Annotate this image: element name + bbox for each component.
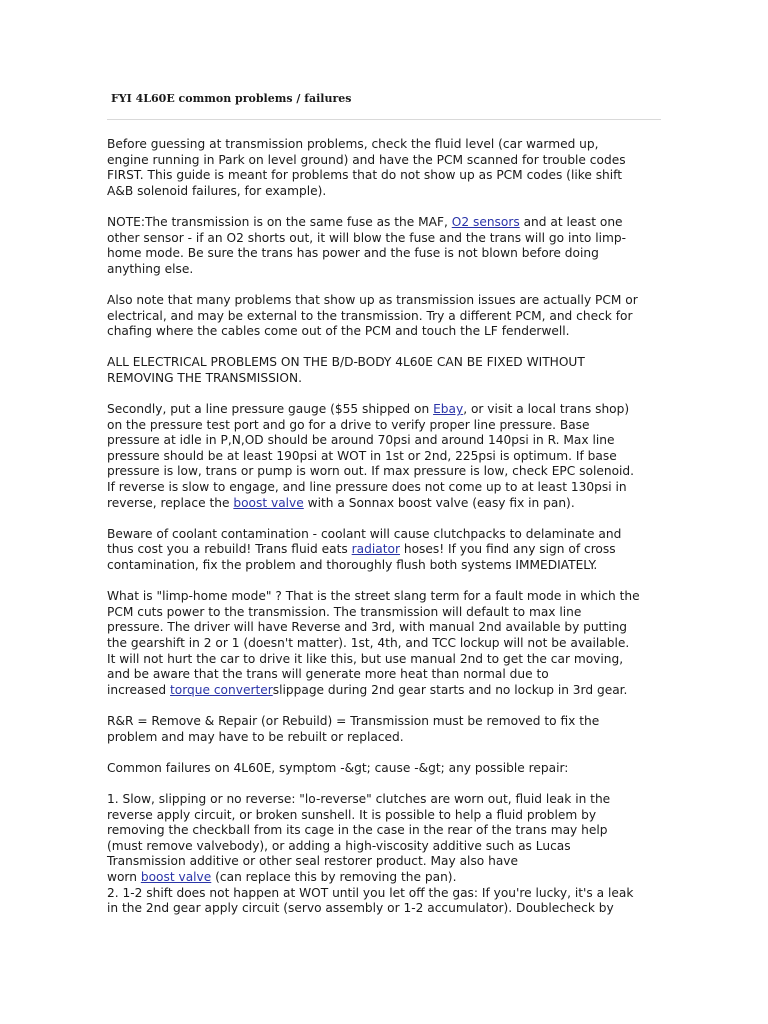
radiator-link[interactable]: radiator <box>351 542 400 557</box>
paragraph-rr-definition: R&R = Remove & Repair (or Rebuild) = Transmission must be removed to fix the problem and may have to be rebuilt or replaced. <box>107 713 600 744</box>
list-item-shift: 2. 1-2 shift does not happen at WOT until you let off the gas: If you're lucky, it's a leak in the 2nd gear apply circuit (servo assembly or 1-2 accumulator). Doublecheck by <box>107 885 634 916</box>
paragraph-limp-home: What is "limp-home mode" ? That is the street slang term for a fault mode in which the PCM cuts power to the transmission. The transmission will default to max line pressure. The driver will have Reverse and 3rd, with manual 2nd available by putting the gearshift in 2 or 1 (doesn't matter). 1st, 4th, and TCC lockup will not be available. It will not hurt the car to drive it like this, but use manual 2nd to get the car moving, and be aware that the trans will generate more heat than normal due to increased torque converterslippage during 2nd gear starts and no lockup in 3rd gear. <box>107 589 640 697</box>
paragraph-electrical: ALL ELECTRICAL PROBLEMS ON THE B/D-BODY 4L60E CAN BE FIXED WITHOUT REMOVING THE TRANSMISSION. <box>107 355 585 385</box>
paragraph-pcm-note: Also note that many problems that show up as transmission issues are actually PCM or electrical, and may be external to the transmission. Try a different PCM, and check for chafing where the cables come out of the PCM and touch the LF fenderwell. <box>107 292 638 339</box>
article-body <box>107 137 667 917</box>
list-item-reverse: 1. Slow, slipping or no reverse: "lo-reverse" clutches are worn out, fluid leak in the reverse apply circuit, or broken sunshell. It is possible to help a fluid problem by removing the checkball from its cage in the case in the rear of the trans may help (must remove valvebody), or adding a high-viscosity additive such as Lucas Transmission additive or other seal restorer product. May also have worn boost valve (can replace this by removing the pan). <box>107 791 611 884</box>
paragraph-line-pressure: Secondly, put a line pressure gauge ($55 shipped on Ebay, or visit a local trans shop) on the pressure test port and go for a drive to verify proper line pressure. Base pressure at idle in P,N,OD should be around 70psi and around 140psi in R. Max line pressure should be at least 190psi at WOT in 1st or 2nd, 225psi is optimum. If base pressure is low, trans or pump is worn out. If max pressure is low, check EPC solenoid. If reverse is slow to engage, and line pressure does not come up to at least 130psi in reverse, replace the boost valve with a Sonnax boost valve (easy fix in pan). <box>107 402 635 510</box>
page-title: FYI 4L60E common problems / failures <box>111 92 352 105</box>
paragraph-common-failures-heading: Common failures on 4L60E, symptom -&gt; cause -&gt; any possible repair: <box>107 760 569 775</box>
torque-converter-link[interactable]: torque converter <box>169 682 273 697</box>
paragraph-intro: Before guessing at transmission problems, check the fluid level (car warmed up, engine running in Park on level ground) and have the PCM scanned for trouble codes FIRST. This guide is meant for problems that do not show up as PCM codes (like shift A&B solenoid failures, for example). <box>107 137 626 198</box>
title-divider <box>107 119 661 120</box>
paragraph-note: NOTE:The transmission is on the same fuse as the MAF, O2 sensors and at least one other sensor - if an O2 shorts out, it will blow the fuse and the trans will go into limp- home mode. Be sure the trans has power and the fuse is not blown before doing anything else. <box>107 214 626 276</box>
o2-sensors-link[interactable]: O2 sensors <box>451 214 520 229</box>
boost-valve-link-2[interactable]: boost valve <box>140 869 212 884</box>
boost-valve-link[interactable]: boost valve <box>233 495 304 510</box>
paragraph-coolant: Beware of coolant contamination - coolant will cause clutchpacks to delaminate and thus cost you a rebuild! Trans fluid eats radiator hoses! If you find any sign of cross contamination, fix the problem and thoroughly flush both systems IMMEDIATELY. <box>107 526 622 573</box>
ebay-link[interactable]: Ebay <box>433 402 464 417</box>
